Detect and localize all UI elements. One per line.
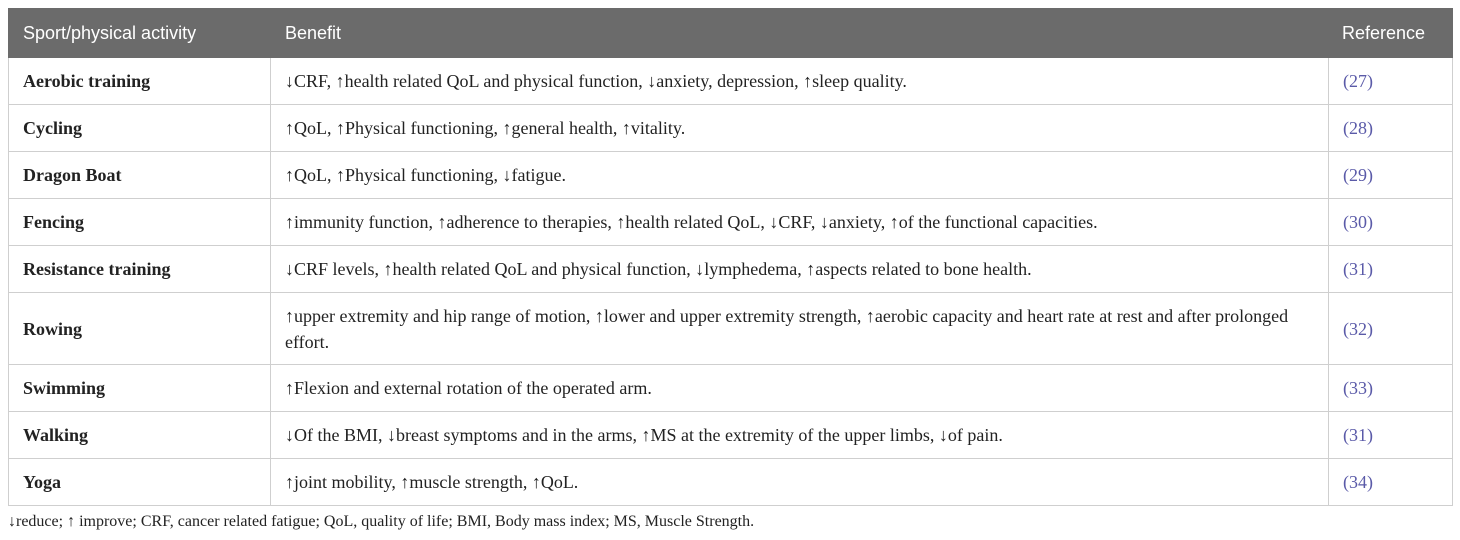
activity-cell: Dragon Boat <box>9 152 271 199</box>
table-row <box>9 246 1453 293</box>
benefit-cell: ↑QoL, ↑Physical functioning, ↓fatigue. <box>271 152 1329 199</box>
table-row <box>9 293 1453 365</box>
benefit-cell: ↓Of the BMI, ↓breast symptoms and in the arms, ↑MS at the extremity of the upper limbs, ↓of pain. <box>271 412 1329 459</box>
table-row <box>9 152 1453 199</box>
activity-cell: Cycling <box>9 105 271 152</box>
table-footnote: ↓reduce; ↑ improve; CRF, cancer related fatigue; QoL, quality of life; BMI, Body mass index; MS, Muscle Strength. <box>8 513 755 530</box>
reference-link[interactable]: (33) <box>1343 378 1373 398</box>
benefit-cell: ↑Flexion and external rotation of the operated arm. <box>271 365 1329 412</box>
reference-cell <box>1329 365 1453 412</box>
reference-link[interactable]: (27) <box>1343 71 1373 91</box>
reference-cell <box>1329 58 1453 105</box>
activity-cell: Swimming <box>9 365 271 412</box>
table-header <box>9 9 1453 58</box>
reference-cell <box>1329 412 1453 459</box>
table-container <box>8 8 1452 506</box>
activity-cell: Yoga <box>9 459 271 506</box>
header-reference: Reference <box>1329 9 1453 58</box>
reference-cell <box>1329 199 1453 246</box>
benefit-cell: ↑joint mobility, ↑muscle strength, ↑QoL. <box>271 459 1329 506</box>
table-row <box>9 365 1453 412</box>
activity-cell: Rowing <box>9 293 271 365</box>
benefit-cell: ↓CRF, ↑health related QoL and physical function, ↓anxiety, depression, ↑sleep quality. <box>271 58 1329 105</box>
reference-link[interactable]: (31) <box>1343 425 1373 445</box>
benefit-cell: ↑QoL, ↑Physical functioning, ↑general health, ↑vitality. <box>271 105 1329 152</box>
reference-cell <box>1329 246 1453 293</box>
reference-cell <box>1329 105 1453 152</box>
benefit-cell: ↓CRF levels, ↑health related QoL and physical function, ↓lymphedema, ↑aspects related to bone health. <box>271 246 1329 293</box>
table-row <box>9 412 1453 459</box>
table-row <box>9 105 1453 152</box>
table-row <box>9 199 1453 246</box>
table-body <box>9 58 1453 506</box>
activity-cell: Aerobic training <box>9 58 271 105</box>
reference-link[interactable]: (31) <box>1343 259 1373 279</box>
reference-link[interactable]: (28) <box>1343 118 1373 138</box>
activity-cell: Fencing <box>9 199 271 246</box>
table-row <box>9 58 1453 105</box>
header-benefit: Benefit <box>271 9 1329 58</box>
reference-link[interactable]: (30) <box>1343 212 1373 232</box>
header-row <box>9 9 1453 58</box>
activity-cell: Resistance training <box>9 246 271 293</box>
activity-cell: Walking <box>9 412 271 459</box>
benefit-cell: ↑upper extremity and hip range of motion, ↑lower and upper extremity strength, ↑aerobic capacity and heart rate at rest and after prolonged effort. <box>271 293 1329 365</box>
reference-cell <box>1329 152 1453 199</box>
reference-cell <box>1329 459 1453 506</box>
benefit-cell: ↑immunity function, ↑adherence to therapies, ↑health related QoL, ↓CRF, ↓anxiety, ↑of the functional capacities. <box>271 199 1329 246</box>
benefits-table <box>8 8 1453 506</box>
reference-link[interactable]: (34) <box>1343 472 1373 492</box>
reference-link[interactable]: (29) <box>1343 165 1373 185</box>
reference-cell <box>1329 293 1453 365</box>
header-activity: Sport/physical activity <box>9 9 271 58</box>
reference-link[interactable]: (32) <box>1343 318 1373 339</box>
table-row <box>9 459 1453 506</box>
